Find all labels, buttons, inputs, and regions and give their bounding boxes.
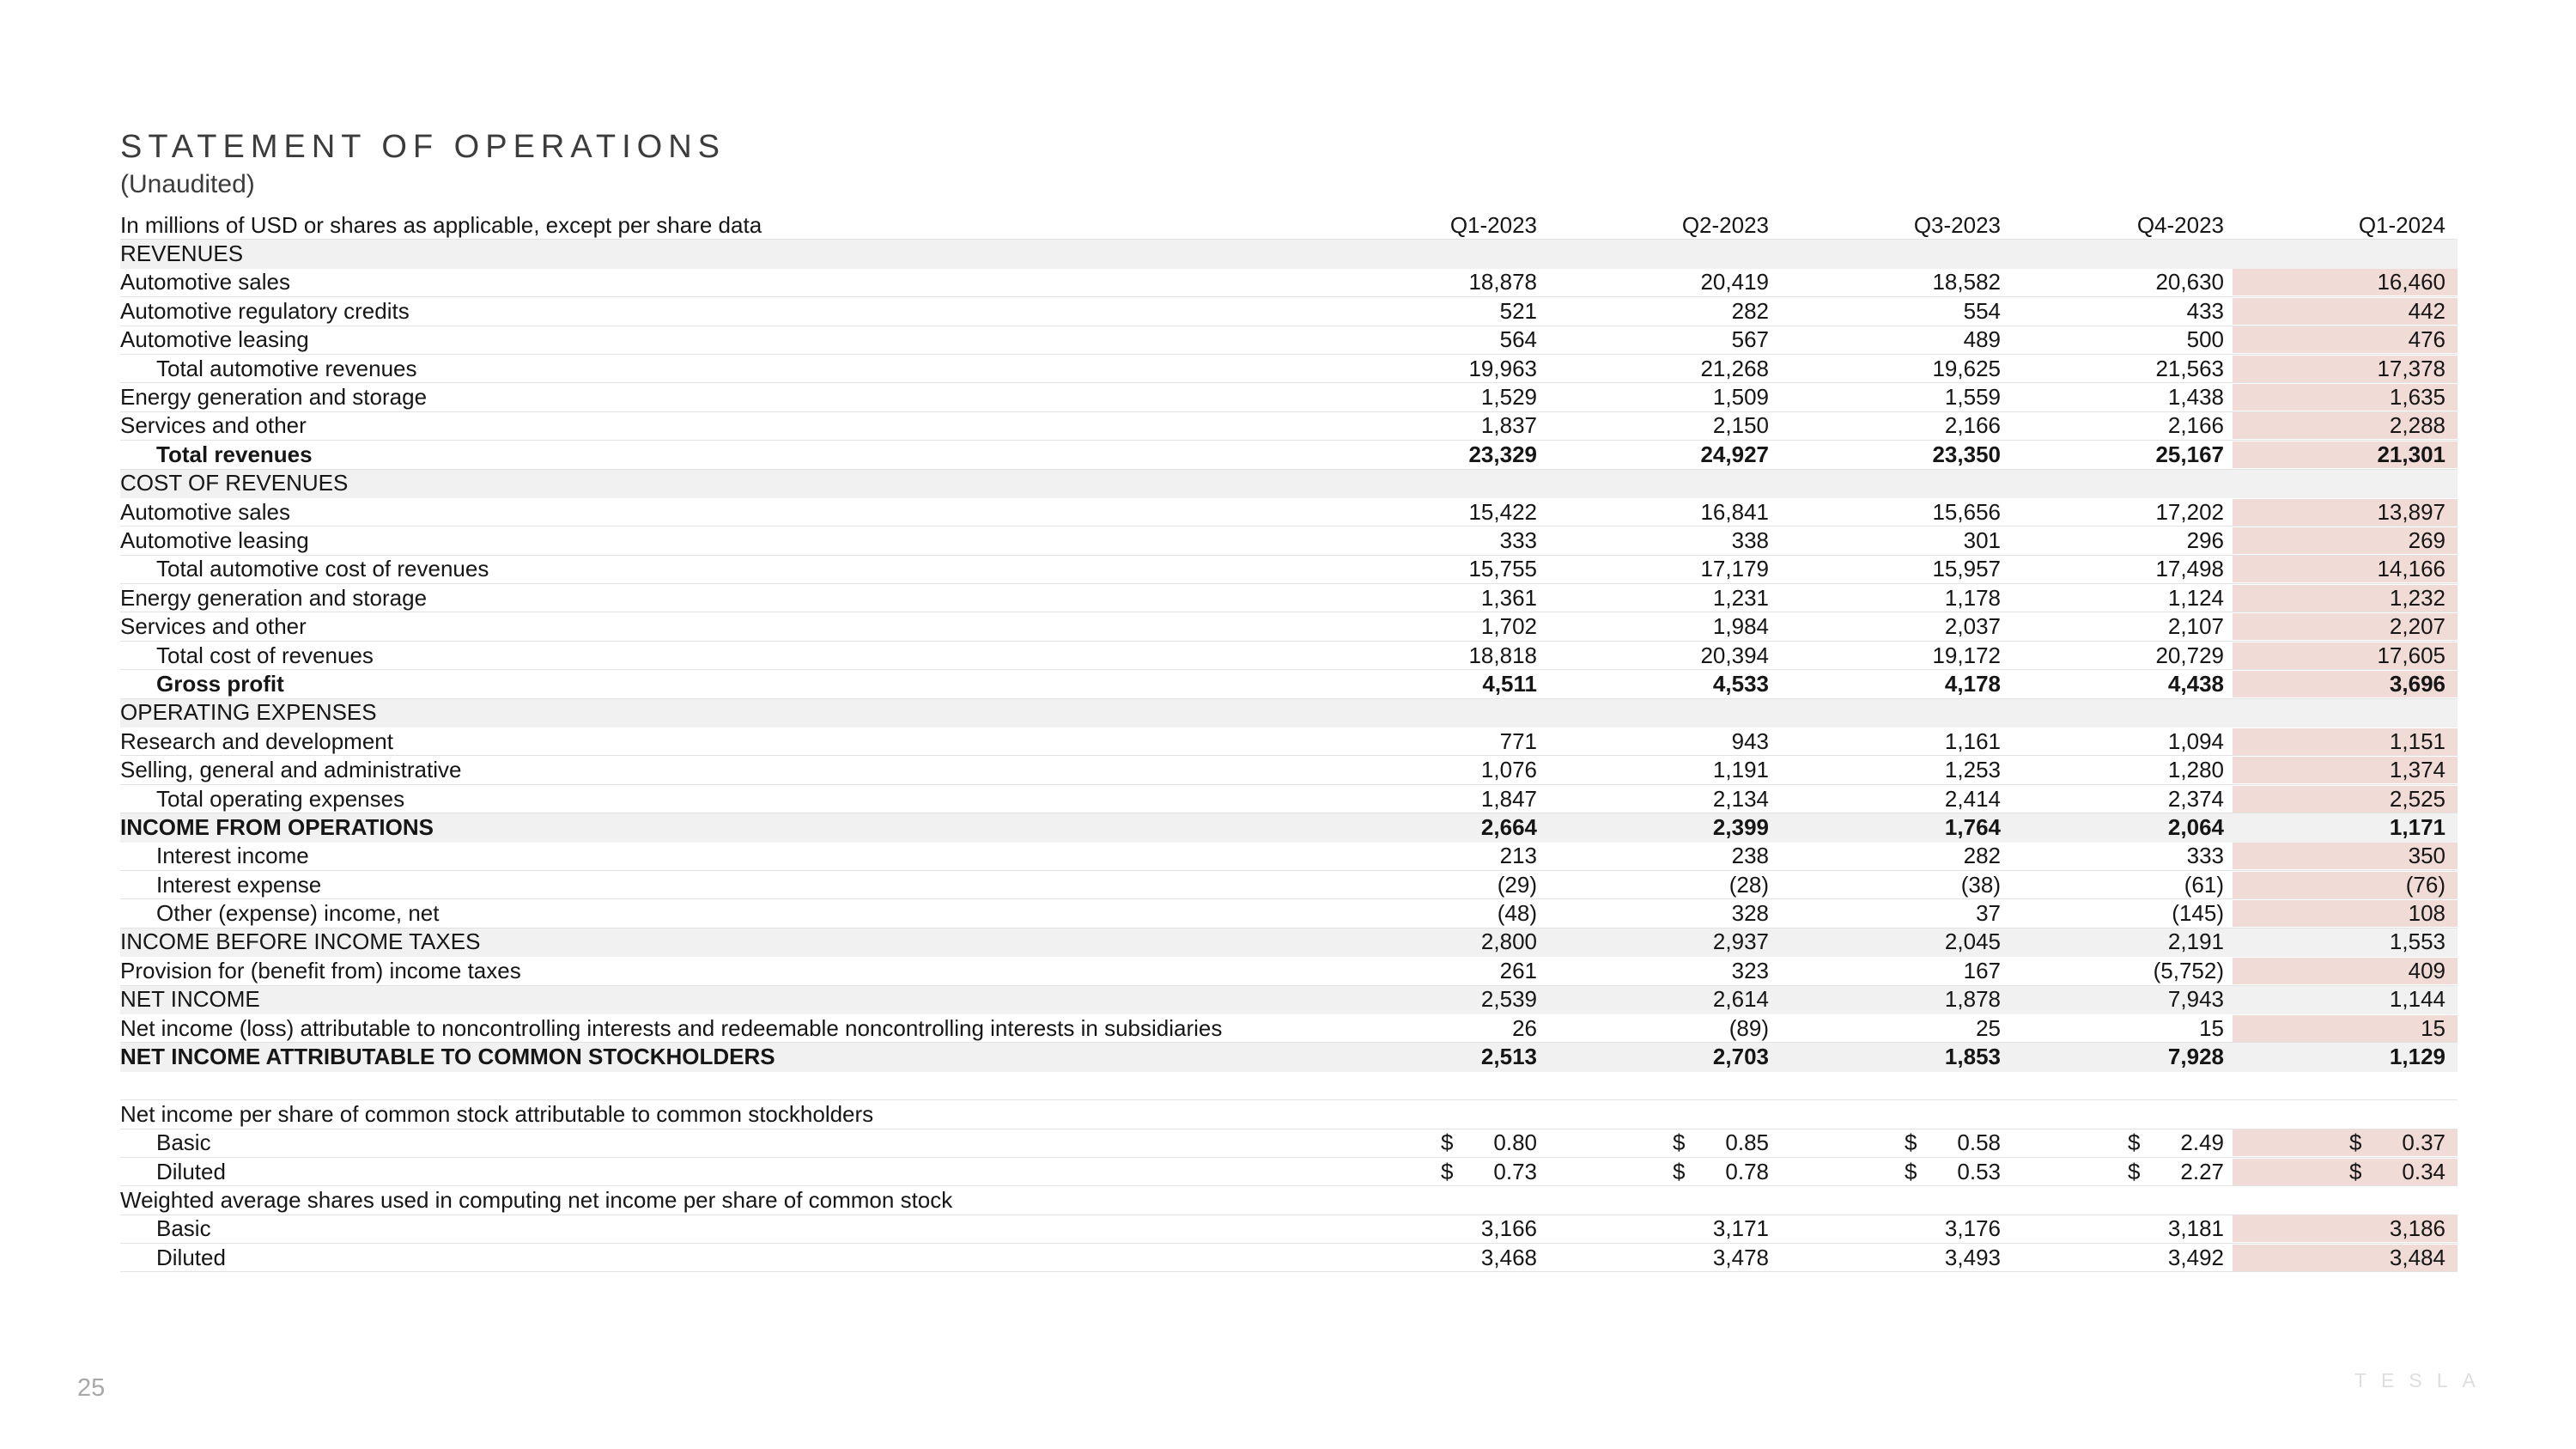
cell-value: 238 <box>1731 843 1769 869</box>
cell-value: (29) <box>1497 871 1537 898</box>
cell-value: 21,268 <box>1700 355 1769 381</box>
cell-value: 433 <box>2186 297 2224 324</box>
table-row <box>120 871 2458 899</box>
cell-value: 4,511 <box>1482 670 1537 697</box>
cell-value: 3,186 <box>2233 1215 2458 1242</box>
row-label: Total operating expenses <box>156 785 405 812</box>
table-row <box>120 470 2458 498</box>
cell-value: $ 0.73 <box>1441 1158 1537 1184</box>
row-label: Energy generation and storage <box>120 584 428 611</box>
table-row <box>120 728 2458 756</box>
cell-value: 1,837 <box>1480 412 1537 439</box>
cell-value: 269 <box>2233 527 2458 554</box>
row-label: Total automotive revenues <box>156 355 417 381</box>
cell-value: 1,559 <box>1944 384 2001 411</box>
page-subtitle: (Unaudited) <box>120 170 255 198</box>
cell-value: 500 <box>2186 326 2224 353</box>
cell-value: 1,878 <box>1944 986 2001 1013</box>
cell-value: 328 <box>1731 900 1769 927</box>
row-label: Provision for (benefit from) income taxes <box>120 957 521 983</box>
row-label: Automotive sales <box>120 498 290 525</box>
cell-value: 1,280 <box>2167 757 2224 783</box>
cell-value: 108 <box>2233 900 2458 927</box>
table-header-row <box>120 211 2458 240</box>
cell-value: 15 <box>2233 1015 2458 1042</box>
cell-value: $ 0.85 <box>1673 1129 1769 1156</box>
cell-value: 2,800 <box>1480 928 1537 955</box>
cell-value: 14,166 <box>2233 556 2458 582</box>
table-row <box>120 1186 2458 1215</box>
currency-symbol: $ <box>1441 1158 1454 1184</box>
cell-value: 18,818 <box>1468 642 1537 668</box>
cell-value: 19,963 <box>1468 355 1537 381</box>
cell-value: 15,656 <box>1932 498 2001 525</box>
row-label: Total automotive cost of revenues <box>156 556 489 582</box>
row-label: NET INCOME ATTRIBUTABLE TO COMMON STOCKHOLDERS <box>120 1044 775 1070</box>
row-label: Diluted <box>156 1158 226 1184</box>
currency-symbol: $ <box>2349 1129 2362 1156</box>
cell-value: 3,696 <box>2233 671 2458 697</box>
table-row <box>120 1244 2458 1272</box>
row-label: Basic <box>156 1129 211 1156</box>
cell-value: 521 <box>1499 297 1537 324</box>
cell-value: 1,361 <box>1480 584 1537 611</box>
currency-symbol: $ <box>1673 1158 1686 1184</box>
currency-symbol: $ <box>2349 1158 2362 1184</box>
cell-value: 476 <box>2233 326 2458 353</box>
cell-value: 3,181 <box>2167 1215 2224 1242</box>
cell-value: 282 <box>1731 297 1769 324</box>
cell-value: 2,207 <box>2233 613 2458 640</box>
cell-value: 338 <box>1731 527 1769 553</box>
cell-value: 282 <box>1963 843 2001 869</box>
cell-value: 23,329 <box>1468 441 1537 467</box>
page-title: STATEMENT OF OPERATIONS <box>120 129 726 165</box>
table-row <box>120 355 2458 383</box>
row-label: Energy generation and storage <box>120 384 428 411</box>
cell-value: 18,582 <box>1932 269 2001 295</box>
cell-value: $ 0.80 <box>1441 1129 1537 1156</box>
table-row <box>120 498 2458 527</box>
cell-value: 1,231 <box>1712 584 1769 611</box>
table-row <box>120 1100 2458 1129</box>
column-header-q1-2024: Q1-2024 <box>2358 211 2445 238</box>
cell-value: 20,419 <box>1700 269 1769 295</box>
cell-value: 7,943 <box>2167 986 2224 1013</box>
table-row <box>120 240 2458 268</box>
cell-value: (5,752) <box>2153 957 2224 983</box>
cell-value: 3,166 <box>1480 1215 1537 1242</box>
cell-value: $ 2.49 <box>2128 1129 2224 1156</box>
cell-value: 3,468 <box>1480 1244 1537 1270</box>
cell-value: 15,422 <box>1468 498 1537 525</box>
cell-value: 1,161 <box>1944 728 2001 754</box>
cell-value: 2,037 <box>1944 613 2001 640</box>
cell-value: 1,178 <box>1944 584 2001 611</box>
cell-value: 1,171 <box>2389 813 2445 840</box>
row-label: Automotive sales <box>120 269 290 295</box>
cell-value: 943 <box>1731 728 1769 754</box>
cell-value: 213 <box>1499 843 1537 869</box>
cell-value: 21,301 <box>2233 441 2458 468</box>
table-row <box>120 1158 2458 1186</box>
row-label: NET INCOME <box>120 986 260 1013</box>
table-row <box>120 699 2458 728</box>
cell-value: 26 <box>1512 1014 1537 1041</box>
row-label: Research and development <box>120 728 393 754</box>
currency-symbol: $ <box>2128 1129 2141 1156</box>
cell-value: (61) <box>2184 871 2224 898</box>
cell-value: 2,045 <box>1944 928 2001 955</box>
statement-table <box>120 211 2458 1272</box>
cell-value: $ 0.58 <box>1905 1129 2001 1156</box>
cell-value: 554 <box>1963 297 2001 324</box>
table-row <box>120 986 2458 1014</box>
tesla-logo: TESLA <box>2354 1369 2490 1391</box>
cell-value: 2,166 <box>1944 412 2001 439</box>
cell-value: (48) <box>1497 900 1537 927</box>
row-label: Other (expense) income, net <box>156 900 440 927</box>
cell-value: 1,094 <box>2167 728 2224 754</box>
cell-value: 21,563 <box>2155 355 2224 381</box>
cell-value: 564 <box>1499 326 1537 353</box>
cell-value: 15 <box>2199 1014 2224 1041</box>
table-row <box>120 612 2458 641</box>
cell-value: 4,438 <box>2167 670 2224 697</box>
column-header-q4-2023: Q4-2023 <box>2136 211 2224 238</box>
cell-value: 2,539 <box>1480 986 1537 1013</box>
cell-value: 409 <box>2233 958 2458 984</box>
cell-value: 567 <box>1731 326 1769 353</box>
cell-value: 350 <box>2233 843 2458 869</box>
cell-value: 2,414 <box>1944 785 2001 812</box>
cell-value: 1,076 <box>1480 757 1537 783</box>
cell-value: 2,150 <box>1712 412 1769 439</box>
cell-value: (28) <box>1728 871 1769 898</box>
cell-value: 20,394 <box>1700 642 1769 668</box>
row-label: Automotive leasing <box>120 326 309 353</box>
column-header-q3-2023: Q3-2023 <box>1913 211 2001 238</box>
column-header-q2-2023: Q2-2023 <box>1681 211 1769 238</box>
cell-value: 1,144 <box>2389 986 2445 1013</box>
cell-value: (76) <box>2233 872 2458 898</box>
cell-value: $ 0.53 <box>1905 1158 2001 1184</box>
currency-symbol: $ <box>2128 1158 2141 1184</box>
table-row <box>120 1043 2458 1071</box>
cell-value: 442 <box>2233 298 2458 325</box>
table-row <box>120 527 2458 555</box>
table-row <box>120 670 2458 698</box>
row-label: Net income (loss) attributable to noncontrolling interests and redeemable noncontrolling interests in subsidiaries <box>120 1014 1223 1041</box>
table-row <box>120 785 2458 813</box>
cell-value: 2,525 <box>2233 786 2458 813</box>
cell-value: 15,957 <box>1932 556 2001 582</box>
cell-value: 16,841 <box>1700 498 1769 525</box>
cell-value: 4,533 <box>1712 670 1769 697</box>
row-label: INCOME BEFORE INCOME TAXES <box>120 928 481 955</box>
cell-value: 17,498 <box>2155 556 2224 582</box>
cell-value: 1,553 <box>2389 928 2445 955</box>
table-row <box>120 297 2458 326</box>
cell-value: 2,374 <box>2167 785 2224 812</box>
cell-value: $ 2.27 <box>2128 1158 2224 1184</box>
cell-value: 25,167 <box>2155 441 2224 467</box>
cell-value: 20,630 <box>2155 269 2224 295</box>
row-label: INCOME FROM OPERATIONS <box>120 813 434 840</box>
cell-value: 13,897 <box>2233 499 2458 526</box>
row-label: Basic <box>156 1215 211 1242</box>
page-number: 25 <box>77 1374 106 1402</box>
cell-value: 296 <box>2186 527 2224 553</box>
cell-value: 17,202 <box>2155 498 2224 525</box>
cell-value: 333 <box>2186 843 2224 869</box>
row-label: Weighted average shares used in computing net income per share of common stock <box>120 1186 953 1213</box>
table-row <box>120 1072 2458 1100</box>
cell-value: 1,129 <box>2389 1044 2445 1070</box>
cell-value: 333 <box>1499 527 1537 553</box>
cell-value: 37 <box>1976 900 2001 927</box>
table-row <box>120 412 2458 441</box>
table-row <box>120 269 2458 297</box>
currency-symbol: $ <box>1441 1129 1454 1156</box>
cell-value: 23,350 <box>1932 441 2001 467</box>
cell-value: 1,635 <box>2233 384 2458 411</box>
row-label: Diluted <box>156 1244 226 1270</box>
row-label: Total revenues <box>156 441 313 467</box>
row-label: Services and other <box>120 613 307 640</box>
cell-value: 25 <box>1976 1014 2001 1041</box>
table-row <box>120 928 2458 957</box>
cell-value: 2,191 <box>2167 928 2224 955</box>
row-label: Net income per share of common stock attributable to common stockholders <box>120 1100 874 1127</box>
cell-value: 1,124 <box>2167 584 2224 611</box>
cell-value: 3,176 <box>1944 1215 2001 1242</box>
table-row <box>120 556 2458 584</box>
cell-value: 2,134 <box>1712 785 1769 812</box>
currency-symbol: $ <box>1905 1129 1917 1156</box>
cell-value: (145) <box>2172 900 2224 927</box>
table-row <box>120 756 2458 784</box>
row-label: Automotive regulatory credits <box>120 297 410 324</box>
cell-value: 323 <box>1731 957 1769 983</box>
row-label: Interest income <box>156 843 309 869</box>
table-row <box>120 813 2458 842</box>
cell-value: 2,513 <box>1480 1044 1537 1070</box>
cell-value: 489 <box>1963 326 2001 353</box>
cell-value: 1,847 <box>1480 785 1537 812</box>
table-row <box>120 441 2458 469</box>
row-label: Interest expense <box>156 871 322 898</box>
cell-value: 3,478 <box>1712 1244 1769 1270</box>
cell-value: 3,484 <box>2233 1245 2458 1271</box>
cell-value: 2,703 <box>1712 1044 1769 1070</box>
unit-note: In millions of USD or shares as applicable, except per share data <box>120 211 762 238</box>
table-row <box>120 326 2458 355</box>
cell-value: 17,179 <box>1700 556 1769 582</box>
table-row <box>120 899 2458 928</box>
cell-value: 2,937 <box>1712 928 1769 955</box>
row-label: OPERATING EXPENSES <box>120 699 377 726</box>
cell-value: 1,191 <box>1712 757 1769 783</box>
cell-value: 15,755 <box>1468 556 1537 582</box>
cell-value: 1,253 <box>1944 757 2001 783</box>
table-row <box>120 1129 2458 1158</box>
cell-value: (89) <box>1728 1014 1769 1041</box>
row-label: REVENUES <box>120 240 244 267</box>
cell-value: 2,614 <box>1712 986 1769 1013</box>
row-label: Gross profit <box>156 670 284 697</box>
cell-value: 2,166 <box>2167 412 2224 439</box>
cell-value: 18,878 <box>1468 269 1537 295</box>
row-label: Selling, general and administrative <box>120 757 462 783</box>
table-row <box>120 1014 2458 1043</box>
cell-value: 24,927 <box>1700 441 1769 467</box>
table-row <box>120 843 2458 871</box>
cell-value: 1,764 <box>1944 813 2001 840</box>
cell-value: $ 0.78 <box>1673 1158 1769 1184</box>
table-row <box>120 1215 2458 1244</box>
cell-value: 1,509 <box>1712 384 1769 411</box>
cell-value: 1,374 <box>2233 757 2458 783</box>
cell-value: 4,178 <box>1944 670 2001 697</box>
cell-value: $ 0.37 <box>2233 1129 2458 1156</box>
cell-value: (38) <box>1960 871 2001 898</box>
cell-value: 1,232 <box>2233 585 2458 612</box>
cell-value: 301 <box>1963 527 2001 553</box>
cell-value: 1,702 <box>1480 613 1537 640</box>
row-label: Automotive leasing <box>120 527 309 553</box>
cell-value: 3,493 <box>1944 1244 2001 1270</box>
row-label: COST OF REVENUES <box>120 470 349 496</box>
cell-value: 1,529 <box>1480 384 1537 411</box>
cell-value: 1,853 <box>1944 1044 2001 1070</box>
row-label: Total cost of revenues <box>156 642 374 668</box>
cell-value: 2,664 <box>1480 813 1537 840</box>
cell-value: $ 0.34 <box>2233 1159 2458 1185</box>
table-row <box>120 584 2458 612</box>
cell-value: 7,928 <box>2167 1044 2224 1070</box>
row-label: Services and other <box>120 412 307 439</box>
table-row <box>120 642 2458 670</box>
cell-value: 20,729 <box>2155 642 2224 668</box>
cell-value: 2,399 <box>1712 813 1769 840</box>
cell-value: 19,625 <box>1932 355 2001 381</box>
cell-value: 1,984 <box>1712 613 1769 640</box>
cell-value: 167 <box>1963 957 2001 983</box>
cell-value: 16,460 <box>2233 269 2458 295</box>
cell-value: 19,172 <box>1932 642 2001 668</box>
table-body <box>120 240 2458 1272</box>
cell-value: 3,492 <box>2167 1244 2224 1270</box>
table-row <box>120 957 2458 985</box>
cell-value: 2,064 <box>2167 813 2224 840</box>
currency-symbol: $ <box>1905 1158 1917 1184</box>
cell-value: 17,605 <box>2233 642 2458 669</box>
column-header-q1-2023: Q1-2023 <box>1449 211 1537 238</box>
cell-value: 2,288 <box>2233 412 2458 439</box>
cell-value: 771 <box>1499 728 1537 754</box>
cell-value: 17,378 <box>2233 356 2458 382</box>
cell-value: 1,151 <box>2233 728 2458 755</box>
table-row <box>120 383 2458 411</box>
cell-value: 2,107 <box>2167 613 2224 640</box>
cell-value: 261 <box>1499 957 1537 983</box>
cell-value: 3,171 <box>1712 1215 1769 1242</box>
currency-symbol: $ <box>1673 1129 1686 1156</box>
cell-value: 1,438 <box>2167 384 2224 411</box>
